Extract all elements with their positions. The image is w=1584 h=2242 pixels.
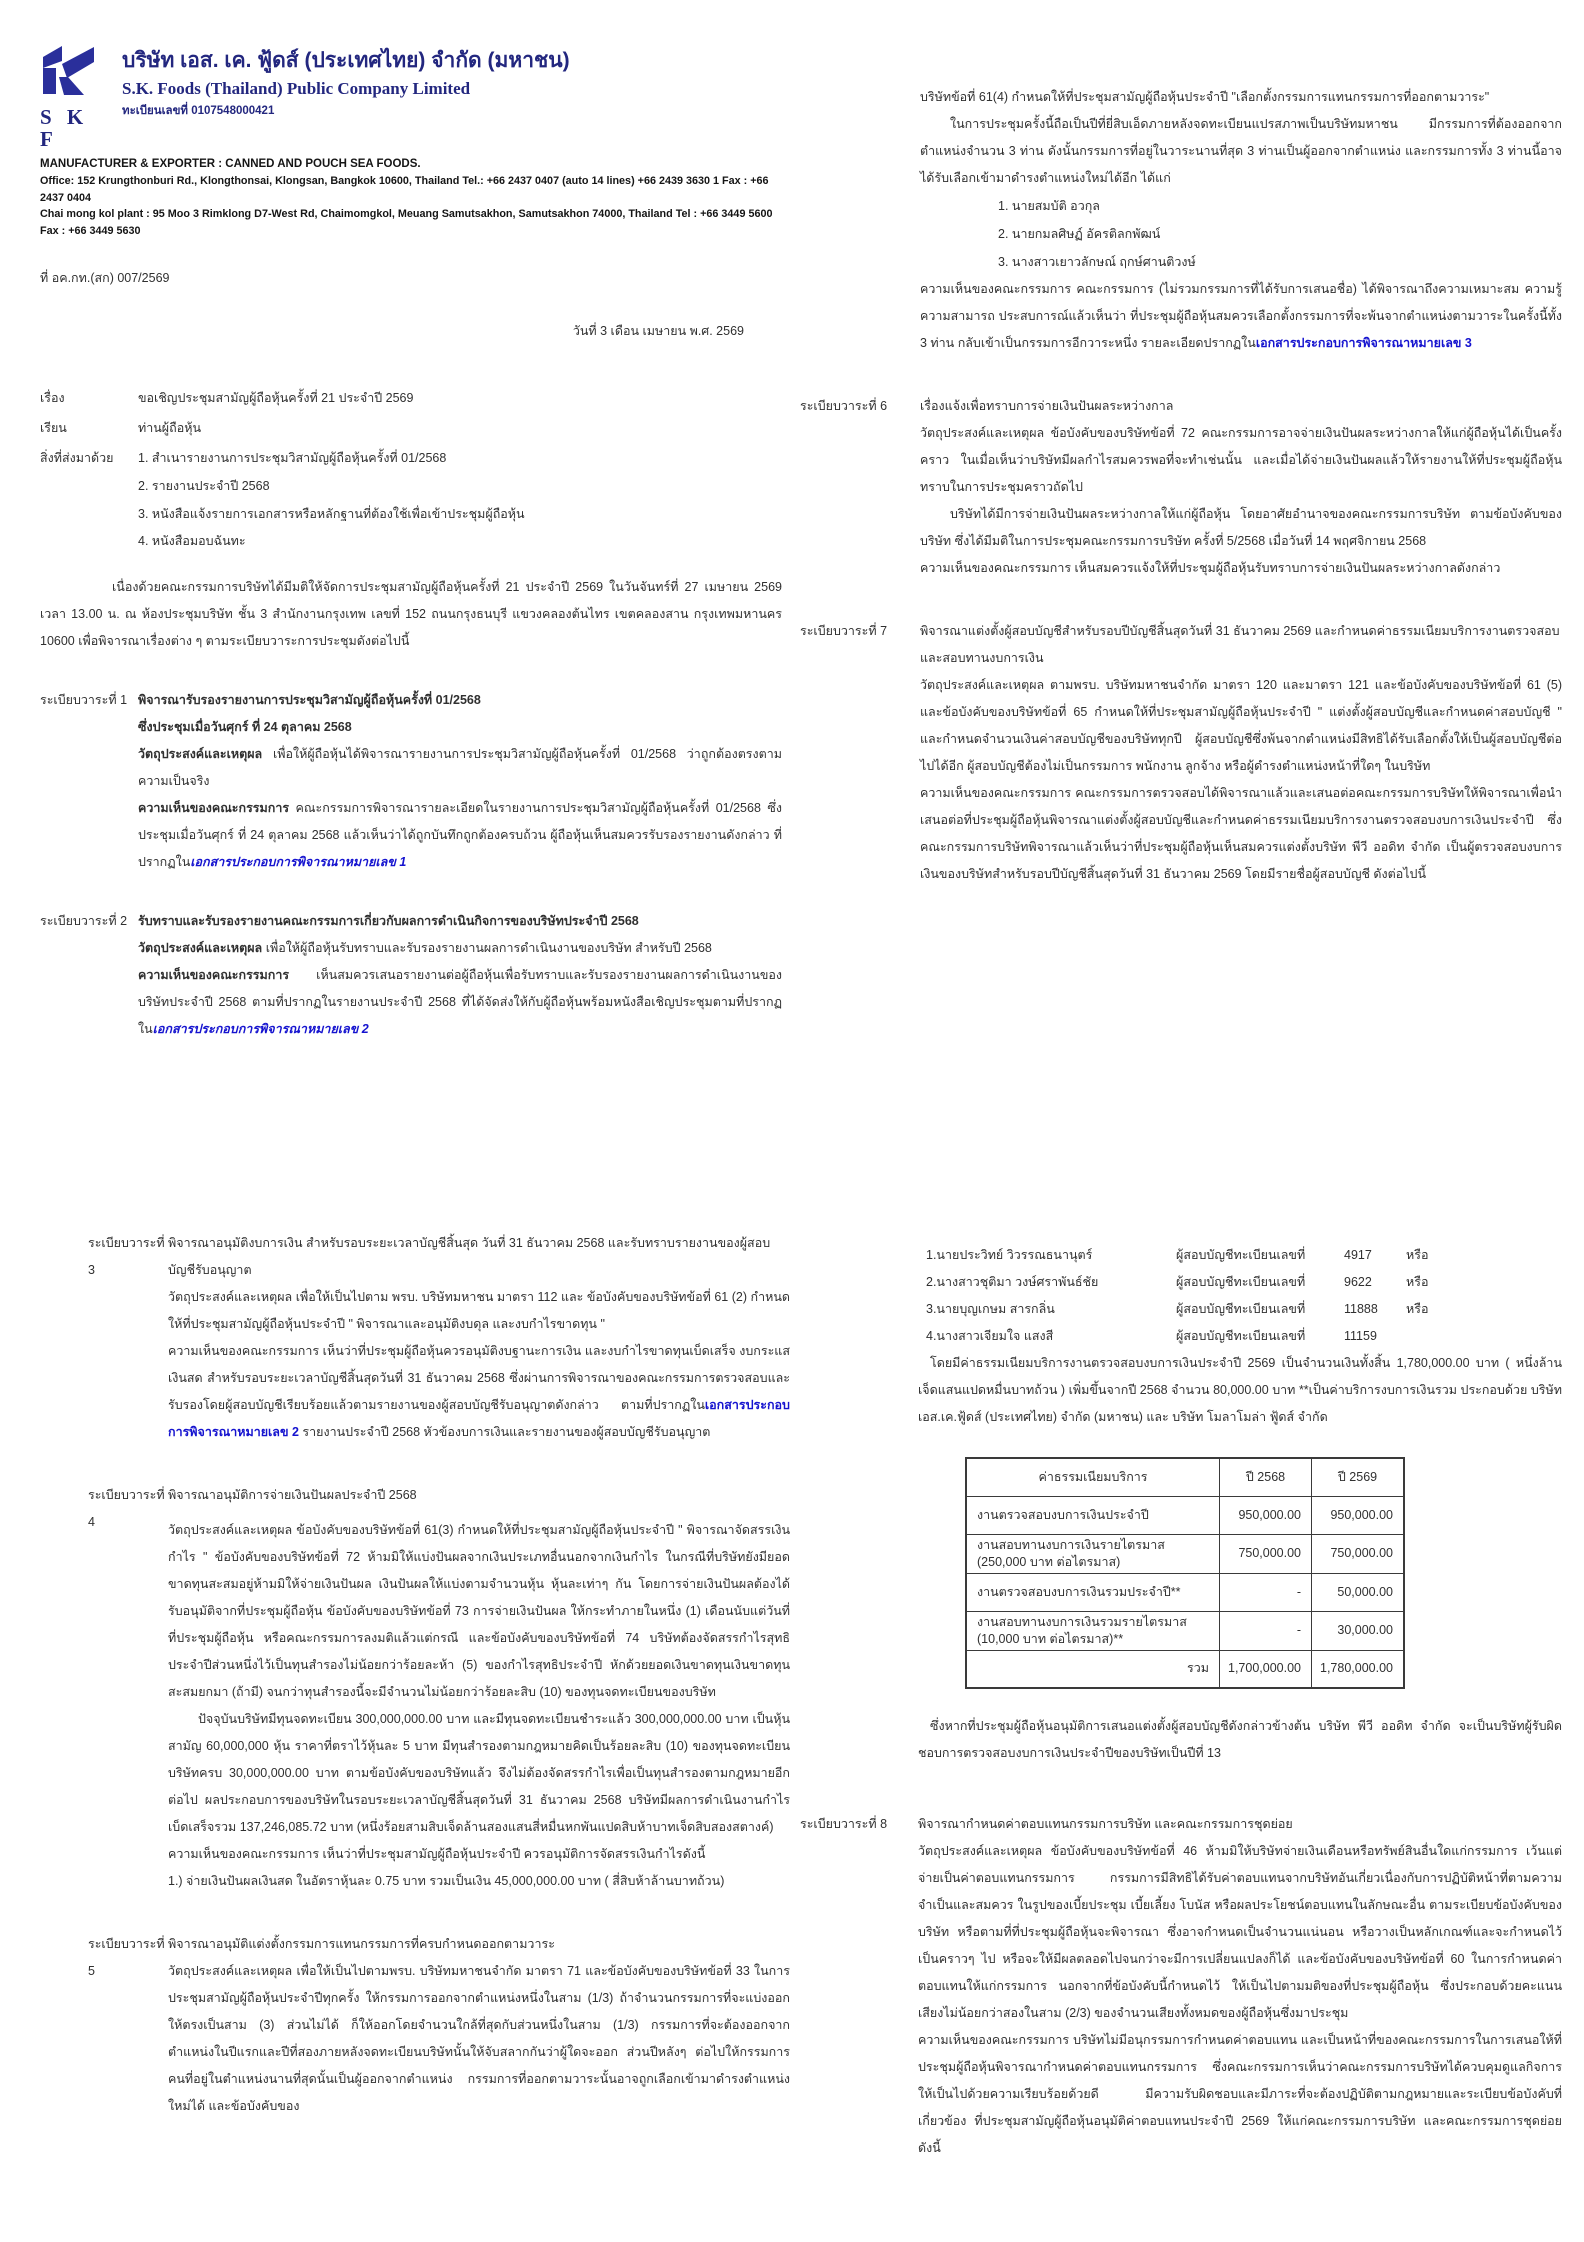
attachments-label: สิ่งที่ส่งมาด้วย [40,451,114,465]
auditor-row [926,1242,1562,1269]
agenda-title: ซึ่งประชุมเมื่อวันศุกร์ ที่ 24 ตุลาคม 2568 [138,719,352,734]
table-row [966,1611,1404,1650]
table-header-row [966,1458,1404,1496]
fee-2568: - [1220,1611,1312,1650]
table-row [966,1534,1404,1573]
agenda-purpose: วัตถุประสงค์และเหตุผล ข้อบังคับของบริษัทข้อที่ 72 คณะกรรมการอาจจ่ายเงินปันผลระหว่างกาลให้แก่ผู้ถือหุ้นได้เป็นครั้งคราว ในเมื่อเห็นว่าบริษัทมีผลกำไรสมควรพอที่จะทำเช่นนั้น และเมื่อได้จ่ายเงินปันผลแล้วให้รายงานให้ที่ประชุมผู้ถือหุ้นทราบในการประชุมคราวถัดไป [920,426,1562,494]
agenda-label-spacer [800,84,920,357]
agenda-purpose: วัตถุประสงค์และเหตุผล เพื่อให้เป็นไปตามพรบ. บริษัทมหาชนจำกัด มาตรา 71 และข้อบังคับของบริษัทข้อที่ 33 ในการประชุมสามัญผู้ถือหุ้นประจำปีทุกครั้ง ให้กรรมการออกจากตำแหน่งหนึ่งในสาม (1/3) ถ้าจำนวนกรรมการที่จะแบ่งออกให้ตรงเป็นสาม (3) ส่วนไม่ได้ ก็ให้ออกโดยจำนวนใกล้ที่สุดกับส่วนหนึ่งในสาม (1/3) กรรมการที่จะต้องออกจากตำแหน่งในปีแรกและปีที่สองภายหลังจดทะเบียนบริษัทนั้นให้จับสลากกันว่าผู้ใดจะออก ส่วนปีหลังๆ ต่อไปให้กรรมการคนที่อยู่ในตำแหน่งนานที่สุดนั้นเป็นผู้ออกจากตำแหน่ง กรรมการที่ออกตามวาระนั้นอาจถูกเลือกเข้ามาดำรงตำแหน่งใหม่ได้ และข้อบังคับของ [168,1964,790,2113]
auditor-license-label: ผู้สอบบัญชีทะเบียนเลขที่ [1176,1275,1306,1289]
agenda-label: ระเบียบวาระที่ 4 [88,1488,165,1529]
agenda-purpose: วัตถุประสงค์และเหตุผล ตามพรบ. บริษัทมหาชนจำกัด มาตรา 120 และมาตรา 121 และข้อบังคับของบริษัทข้อที่ 61 (5) และข้อบังคับของบริษัทข้อที่ 65 กำหนดให้ที่ประชุมสามัญผู้ถือหุ้นประจำปี " แต่งตั้งผู้สอบบัญชีและกำหนดค่าสอบบัญชี " และกำหนดจำนวนเงินค่าสอบบัญชีของบริษัททุกปี ผู้สอบบัญชีซึ่งพ้นจากตำแหน่งมีสิทธิได้รับเลือกตั้งให้เป็นผู้สอบบัญชีต่อไปได้อีก ผู้สอบบัญชีต้องไม่เป็นกรรมการ พนักงาน ลูกจ้าง หรือผู้ดำรงตำแหน่งหน้าที่ใดๆ ในบริษัท [920,678,1562,773]
auditor-name: 3.นายบุญเกษม สารกลิ่น [926,1302,1055,1316]
agenda-label: ระเบียบวาระที่ 1 [40,692,128,707]
skf-logo-icon [40,44,96,96]
agenda-body [920,393,1562,582]
table-row [966,1573,1404,1611]
total-2569: 1,780,000.00 [1312,1650,1405,1688]
agenda-label: ระเบียบวาระที่ 2 [40,913,128,928]
agenda-purpose: วัตถุประสงค์และเหตุผล เพื่อให้ผู้ถือหุ้นได้พิจารณารายงานการประชุมวิสามัญผู้ถือหุ้นครั้งที่ 01/2568 ว่าถูกต้องตรงตามความเป็นจริง [138,746,783,788]
auditor-or: หรือ [1406,1248,1429,1262]
subject-text: ขอเชิญประชุมสามัญผู้ถือหุ้นครั้งที่ 21 ประจำปี 2569 [138,391,414,405]
fee-item: งานสอบทานงบการเงินรายไตรมาส (250,000 บาท ต่อไตรมาส) [966,1534,1220,1573]
agenda-5-continuation [800,84,1562,357]
auditor-row [926,1269,1562,1296]
agenda-body [138,687,782,876]
agenda-title: รับทราบและรับรองรายงานคณะกรรมการเกี่ยวกับผลการดำเนินกิจการของบริษัทประจำปี 2568 [138,913,639,928]
intro-paragraph: เนื่องด้วยคณะกรรมการบริษัทได้มีมติให้จัดการประชุมสามัญผู้ถือหุ้นครั้งที่ 21 ประจำปี 2569 ในวันจันทร์ที่ 27 เมษายน 2569 เวลา 13.00 น. ณ ห้องประชุมบริษัท ชั้น 3 สำนักงานกรุงเทพ เลขที่ 152 ถนนกรุงธนบุรี แขวงคลองต้นไทร เขตคลองสาน กรุงเทพมหานคร 10600 เพื่อพิจารณาเรื่องต่าง ๆ ตามระเบียบวาระการประชุมดังต่อไปนี้ [40,579,782,648]
director-item: 3. นางสาวเยาวลักษณ์ ฤกษ์ศานติวงษ์ [998,255,1196,269]
auditor-appointment-note: ซึ่งหากที่ประชุมผู้ถือหุ้นอนุมัติการเสนอแต่งตั้งผู้สอบบัญชีดังกล่าวข้างต้น บริษัท พีวี ออดิท จำกัด จะเป็นบริษัทผู้รับผิดชอบการตรวจสอบงบการเงินประจำปีของบริษัทเป็นปีที่ 13 [918,1719,1562,1760]
agenda-title: พิจารณารับรองรายงานการประชุมวิสามัญผู้ถือหุ้นครั้งที่ 01/2568 [138,692,481,707]
continuation-paragraph: ในการประชุมครั้งนี้ถือเป็นปีที่ยี่สิบเอ็ดภายหลังจดทะเบียนแปรสภาพเป็นบริษัทมหาชน มีกรรมการที่ต้องออกจากตำแหน่งจำนวน 3 ท่าน ดังนั้นกรรมการที่อยู่ในวาระนานที่สุด 3 ท่านเป็นผู้ออกจากตำแหน่ง และกรรมการทั้ง 3 ท่านนี้อาจได้รับเลือกเข้ามาดำรงตำแหน่งใหม่ได้อีก ได้แก่ [920,117,1562,185]
auditor-license-number: 9622 [1344,1275,1372,1289]
total-2568: 1,700,000.00 [1220,1650,1312,1688]
agenda-body [920,84,1562,357]
agenda-paragraph: ปัจจุบันบริษัทมีทุนจดทะเบียน 300,000,000.00 บาท และมีทุนจดทะเบียนชำระแล้ว 300,000,000.00 บาท เป็นหุ้นสามัญ 60,000,000 หุ้น ราคาที่ตราไว้หุ้นละ 5 บาท มีทุนสำรองตามกฎหมายคิดเป็นร้อยละสิบ (10) ของทุนจดทะเบียนบริษัทครบ 30,000,000.00 บาท ตามข้อบังคับของบริษัทแล้ว จึงไม่ต้องจัดสรรกำไรเพื่อเป็นทุนสำรองตามกฎหมายอีกต่อไป ผลประกอบการของบริษัทในรอบระยะเวลาบัญชีสิ้นสุดวันที่ 31 ธันวาคม 2568 บริษัทมีผลการดำเนินงานกำไรเบ็ดเสร็จรวม 137,246,085.72 บาท (หนึ่งร้อยสามสิบเจ็ดล้านสองแสนสี่หมื่นหกพันแปดสิบห้าบาทเจ็ดสิบสองสตางค์) [168,1712,790,1834]
auditor-or: หรือ [1406,1275,1429,1289]
auditor-license-number: 4917 [1344,1248,1372,1262]
agenda-title: พิจารณาอนุมัติงบการเงิน สำหรับรอบระยะเวลาบัญชีสิ้นสุด วันที่ 31 ธันวาคม 2568 และรับทราบรายงานของผู้สอบบัญชีรับอนุญาต [168,1236,771,1277]
letterhead [40,44,782,150]
fee-item: งานสอบทานงบการเงินรวมรายไตรมาส (10,000 บาท ต่อไตรมาส)** [966,1611,1220,1650]
subject-label: เรื่อง [40,391,65,405]
fee-2568: - [1220,1573,1312,1611]
letter-meta [40,383,782,556]
audit-fee-table [965,1457,1405,1689]
attachment-item: 4. หนังสือมอบฉันทะ [138,534,246,548]
director-item: 1. นายสมบัติ อวกุล [998,199,1100,213]
agenda-item-6 [800,393,1562,582]
manufacturer-line: MANUFACTURER & EXPORTER : CANNED AND POUCH SEA FOODS. [40,158,421,170]
agenda-item-5 [88,1931,790,2120]
reference-number: ที่ อค.กท.(สก) 007/2569 [40,271,170,285]
auditor-or: หรือ [1406,1302,1429,1316]
recipient-row [40,413,782,443]
agenda-body [138,908,782,1043]
agenda-label: ระเบียบวาระที่ 3 [88,1236,165,1277]
agenda-title: พิจารณาอนุมัติการจ่ายเงินปันผลประจำปี 2568 [168,1488,417,1502]
fee-column-header: ค่าธรรมเนียมบริการ [966,1458,1220,1496]
subject-row [40,383,782,413]
fee-2568: 950,000.00 [1220,1496,1312,1534]
total-label: รวม [966,1650,1220,1688]
auditor-name: 1.นายประวิทย์ วิวรรณธนานุตร์ [926,1248,1093,1262]
director-list [998,192,1562,276]
agenda-purpose: วัตถุประสงค์และเหตุผล ข้อบังคับของบริษัทข้อที่ 46 ห้ามมิให้บริษัทจ่ายเงินเดือนหรือทรัพย์สินอื่นใดแก่กรรมการ เว้นแต่จ่ายเป็นค่าตอบแทนกรรมการ กรรมการมีสิทธิได้รับค่าตอบแทนจากบริษัทอันเกี่ยวเนื่องกับการปฏิบัติหน้าที่ตามความจำเป็นและสมควร ในรูปของเบี้ยประชุม เบี้ยเลี้ยง โบนัส หรือผลประโยชน์ตอบแทนในลักษณะอื่น ตามระเบียบข้อบังคับของบริษัท หรือตามที่ที่ประชุมผู้ถือหุ้นจะพิจารณา ซึ่งอาจกำหนดเป็นจำนวนแน่นอน หรือวางเป็นหลักเกณฑ์และจะกำหนดไว้เป็นคราวๆ ไป หรือจะให้มีผลตลอดไปจนกว่าจะมีการเปลี่ยนแปลงก็ได้ และข้อบังคับของบริษัทข้อที่ 60 ในการกำหนดค่าตอบแทนให้แก่กรรมการ นอกจากที่ข้อบังคับนี้กำหนดไว้ ให้เป็นไปตามมติของที่ประชุมผู้ถือหุ้น ซึ่งประกอบด้วยคะแนนเสียงไม่น้อยกว่าสองในสาม (2/3) ของจำนวนเสียงทั้งหมดของผู้ถือหุ้นซึ่งมาประชุม [918,1844,1562,2020]
page-2 [800,84,1562,888]
agenda-title: พิจารณาอนุมัติแต่งตั้งกรรมการแทนกรรมการที่ครบกำหนดออกตามวาระ [168,1937,555,1951]
page-1 [40,44,782,1043]
agenda-opinion: ความเห็นของคณะกรรมการ บริษัทไม่มีอนุกรรมการกำหนดค่าตอบแทน และเป็นหน้าที่ของคณะกรรมการในการเสนอให้ที่ประชุมผู้ถือหุ้นพิจารณากำหนดค่าตอบแทนกรรมการ ซึ่งคณะกรรมการเห็นว่าคณะกรรมการบริษัทได้ควบคุมดูแลกิจการให้เป็นไปด้วยความเรียบร้อยด้วยดี มีความรับผิดชอบและมีภาระที่จะต้องปฏิบัติตามกฎหมายและระเบียบข้อบังคับที่เกี่ยวข้อง ที่ประชุมสามัญผู้ถือหุ้นอนุมัติค่าตอบแทนประจำปี 2569 ให้แก่คณะกรรมการบริษัท และคณะกรรมการชุดย่อย ดังนี้ [918,2033,1562,2155]
director-item: 2. นายกมลศิษฏ์ อัครติลกพัฒน์ [998,227,1161,241]
auditor-license-label: ผู้สอบบัญชีทะเบียนเลขที่ [1176,1248,1306,1262]
agenda-label: ระเบียบวาระที่ 7 [800,624,888,638]
table-row [966,1496,1404,1534]
attachments-row [40,443,782,473]
agenda-body [168,1230,790,1446]
auditor-name: 2.นางสาวชุติมา วงษ์ศราพันธ์ชัย [926,1275,1099,1289]
audit-fee-paragraph: โดยมีค่าธรรมเนียมบริการงานตรวจสอบงบการเงินประจำปี 2569 เป็นจำนวนเงินทั้งสิ้น 1,780,000.00 บาท ( หนึ่งล้านเจ็ดแสนแปดหมื่นบาทถ้วน ) เพิ่มขึ้นจากปี 2568 จำนวน 80,000.00 บาท **เป็นค่าบริการงบการเงินรวม ประกอบด้วย บริษัท เอส.เค.ฟู้ดส์ (ประเทศไทย) จำกัด (มหาชน) และ บริษัท โมลาโมล่า ฟู้ดส์ จำกัด [918,1356,1562,1424]
attachment-item: 2. รายงานประจำปี 2568 [138,479,270,493]
agenda-body [168,1931,790,2120]
agenda-purpose: วัตถุประสงค์และเหตุผล ข้อบังคับของบริษัทข้อที่ 61(3) กำหนดให้ที่ประชุมสามัญผู้ถือหุ้นประจำปี " พิจารณาจัดสรรเงินกำไร " ข้อบังคับของบริษัทข้อที่ 72 ห้ามมิให้แบ่งปันผลจากเงินประเภทอื่นนอกจากเงินกำไร ในกรณีที่บริษัทยังมียอดขาดทุนสะสมอยู่ห้ามมิให้จ่ายเงินปันผล เงินปันผลให้แบ่งตามจำนวนหุ้น หุ้นละเท่าๆ กัน โดยการจ่ายเงินปันผลต้องได้รับอนุมัติจากที่ประชุมผู้ถือหุ้น ข้อบังคับของบริษัทข้อที่ 73 การจ่ายเงินปันผล ให้กระทำภายในหนึ่ง (1) เดือนนับแต่วันที่ที่ประชุมผู้ถือหุ้น หรือคณะกรรมการลงมติแล้วแต่กรณี และข้อบังคับของบริษัทข้อที่ 74 บริษัทต้องจัดสรรกำไรสุทธิประจำปีส่วนหนึ่งไว้เป็นทุนสำรองไม่น้อยกว่าร้อยละห้า (5) ของกำไรสุทธิประจำปี หักด้วยยอดเงินขาดทุนเงินขาดทุนสะสมยกมา (ถ้ามี) จนกว่าทุนสำรองนี้จะมีจำนวนไม่น้อยกว่าร้อยละสิบ (10) ของทุนจดทะเบียนของบริษัท [168,1523,790,1699]
agenda-body [918,1811,1562,2162]
auditor-license-number: 11159 [1344,1329,1377,1343]
auditor-license-label: ผู้สอบบัญชีทะเบียนเลขที่ [1176,1329,1306,1343]
agenda-item-7 [800,618,1562,888]
agenda-label: ระเบียบวาระที่ 8 [800,1817,888,1831]
fee-item: งานตรวจสอบงบการเงินรวมประจำปี** [966,1573,1220,1611]
auditor-license-number: 11888 [1344,1302,1378,1316]
auditor-license-label: ผู้สอบบัญชีทะเบียนเลขที่ [1176,1302,1306,1316]
agenda-opinion: ความเห็นของคณะกรรมการ เห็นว่าที่ประชุมผู้ถือหุ้นควรอนุมัติงบฐานะการเงิน และงบกำไรขาดทุนเบ็ดเสร็จ งบกระแสเงินสด สำหรับรอบระยะเวลาบัญชีสิ้นสุดวันที่ 31 ธันวาคม 2568 ซึ่งผ่านการพิจารณาของคณะกรรมการตรวจสอบและรับรองโดยผู้สอบบัญชีเรียบร้อยแล้วตามรายงานของผู้สอบบัญชีรับอนุญาตดังกล่าว ตามที่ปรากฏในเอกสารประกอบการพิจารณาหมายเลข 2 รายงานประจำปี 2568 หัวข้องบการเงินและรายงานของผู้สอบบัญชีรับอนุญาต [168,1344,790,1439]
agenda-opinion: ความเห็นของคณะกรรมการ เห็นสมควรเสนอรายงานต่อผู้ถือหุ้นเพื่อรับทราบและรับรองรายงานผลการดำเนินงานของบริษัทประจำปี 2568 ตามที่ปรากฏในรายงานประจำปี 2568 ที่ได้จัดส่งให้กับผู้ถือหุ้นพร้อมหนังสือเชิญประชุมตามที่ปรากฏในเอกสารประกอบการพิจารณาหมายเลข 2 [138,967,782,1036]
registration-number: ทะเบียนเลขที่ 0107548000421 [122,105,275,117]
agenda-opinion: ความเห็นของคณะกรรมการ คณะกรรมการตรวจสอบได้พิจารณาแล้วและเสนอต่อคณะกรรมการบริษัทให้พิจารณาเพื่อนำเสนอต่อที่ประชุมผู้ถือหุ้นพิจารณาแต่งตั้งผู้สอบบัญชีและกำหนดค่าธรรมเนียมบริการงานตรวจสอบงบการเงินประจำปี ซึ่งคณะกรรมการบริษัทพิจารณาแล้วเห็นว่าที่ประชุมผู้ถือหุ้นเห็นสมควรแต่งตั้งบริษัท พีวี ออดิท จำกัด เป็นผู้ตรวจสอบงบการเงินของบริษัทสำหรับรอบปีบัญชีสิ้นสุดวันที่ 31 ธันวาคม 2569 โดยมีรายชื่อผู้สอบบัญชี ดังต่อไปนี้ [920,786,1562,881]
page-3 [88,1230,790,2120]
auditor-row [926,1296,1562,1323]
agenda-opinion: ความเห็นของคณะกรรมการ คณะกรรมการพิจารณารายละเอียดในรายงานการประชุมวิสามัญผู้ถือหุ้นครั้งที่ 01/2568 ซึ่งประชุมเมื่อวันศุกร์ ที่ 24 ตุลาคม 2568 แล้วเห็นว่าได้ถูกบันทึกถูกต้องครบถ้วน ผู้ถือหุ้นเห็นสมควรรับรองรายงานดังกล่าว ที่ปรากฏในเอกสารประกอบการพิจารณาหมายเลข 1 [138,800,782,869]
continuation-paragraph: บริษัทข้อที่ 61(4) กำหนดให้ที่ประชุมสามัญผู้ถือหุ้นประจำปี "เลือกตั้งกรรมการแทนกรรมการที่ออกตามวาระ" [920,90,1490,104]
agenda-item-3 [88,1230,790,1446]
attachment-item: 3. หนังสือแจ้งรายการเอกสารหรือหลักฐานที่ต้องใช้เพื่อเข้าประชุมผู้ถือหุ้น [138,506,525,521]
agenda-body [168,1482,790,1895]
agenda-item-1 [40,687,782,876]
fee-2569: 50,000.00 [1312,1573,1405,1611]
letter-date: วันที่ 3 เดือน เมษายน พ.ศ. 2569 [572,324,744,338]
company-logo [40,44,112,150]
attachment-item: 1. สำเนารายงานการประชุมวิสามัญผู้ถือหุ้นครั้งที่ 01/2568 [138,451,447,465]
agenda-title: พิจารณาแต่งตั้งผู้สอบบัญชีสำหรับรอบปีบัญชีสิ้นสุดวันที่ 31 ธันวาคม 2569 และกำหนดค่าธรรมเนียมบริการงานตรวจสอบและสอบทานงบการเงิน [920,624,1560,665]
agenda-opinion: ความเห็นของคณะกรรมการ คณะกรรมการ (ไม่รวมกรรมการที่ได้รับการเสนอชื่อ) ได้พิจารณาถึงความเหมาะสม ความรู้ ความสามารถ ประสบการณ์แล้วเห็นว่า ที่ประชุมผู้ถือหุ้นสมควรเลือกตั้งกรรมการที่จะพ้นจากตำแหน่งตามวาระในครั้งนี้ทั้ง 3 ท่าน กลับเข้าเป็นกรรมการอีกวาระหนึ่ง รายละเอียดปรากฏในเอกสารประกอบการพิจารณาหมายเลข 3 [920,282,1562,350]
fee-2568: 750,000.00 [1220,1534,1312,1573]
agenda-opinion: ความเห็นของคณะกรรมการ เห็นว่าที่ประชุมสามัญผู้ถือหุ้นประจำปี ควรอนุมัติการจัดสรรเงินกำไรดังนี้ [168,1847,706,1861]
agenda-item-2 [40,908,782,1043]
fee-2569: 30,000.00 [1312,1611,1405,1650]
logo-letters: S K F [40,105,89,151]
agenda-purpose: วัตถุประสงค์และเหตุผล เพื่อให้ผู้ถือหุ้นรับทราบและรับรองรายงานผลการดำเนินงานของบริษัท สำหรับปี 2568 [138,940,712,955]
recipient-text: ท่านผู้ถือหุ้น [138,421,201,435]
company-name-en: S.K. Foods (Thailand) Public Company Limited [122,79,471,98]
auditor-row [926,1323,1562,1350]
agenda-paragraph: บริษัทได้มีการจ่ายเงินปันผลระหว่างกาลให้แก่ผู้ถือหุ้น โดยอาศัยอำนาจของคณะกรรมการบริษัท ตามข้อบังคับของบริษัท ซึ่งได้มีมติในการประชุมคณะกรรมการบริษัท ครั้งที่ 5/2568 เมื่อวันที่ 14 พฤศจิกายน 2568 [920,507,1562,548]
fee-item: งานตรวจสอบงบการเงินประจำปี [966,1496,1220,1534]
company-names [122,44,570,121]
table-total-row [966,1650,1404,1688]
plant-address: Chai mong kol plant : 95 Moo 3 Rimklong D7-West Rd, Chaimomgkol, Meuang Samutsakhon, Samutsakhon 74000, Thailand Tel : +66 3449 5600 Fax : +66 3449 5630 [40,208,773,237]
auditor-name: 4.นางสาวเจียมใจ แสงสี [926,1329,1054,1343]
agenda-label: ระเบียบวาระที่ 5 [88,1937,165,1978]
agenda-opinion: ความเห็นของคณะกรรมการ เห็นสมควรแจ้งให้ที่ประชุมผู้ถือหุ้นรับทราบการจ่ายเงินปันผลระหว่างกาลดังกล่าว [920,561,1501,575]
dividend-item: 1.) จ่ายเงินปันผลเงินสด ในอัตราหุ้นละ 0.75 บาท รวมเป็นเงิน 45,000,000.00 บาท ( สี่สิบห้าล้านบาทถ้วน) [168,1874,725,1888]
year-2568-header: ปี 2568 [1220,1458,1312,1496]
agenda-title: เรื่องแจ้งเพื่อทราบการจ่ายเงินปันผลระหว่างกาล [920,399,1174,413]
fee-2569: 750,000.00 [1312,1534,1405,1573]
company-name-th: บริษัท เอส. เค. ฟู้ดส์ (ประเทศไทย) จำกัด (มหาชน) [122,49,570,72]
agenda-purpose: วัตถุประสงค์และเหตุผล เพื่อให้เป็นไปตาม พรบ. บริษัทมหาชน มาตรา 112 และ ข้อบังคับของบริษัทข้อที่ 61 (2) กำหนดให้ที่ประชุมสามัญผู้ถือหุ้นประจำปี " พิจารณาและอนุมัติงบดุล และงบกำไรขาดทุน " [168,1290,790,1331]
agenda-title: พิจารณากำหนดค่าตอบแทนกรรมการบริษัท และคณะกรรมการชุดย่อย [918,1817,1293,1831]
office-address: Office: 152 Krungthonburi Rd., Klongthonsai, Klongsan, Bangkok 10600, Thailand Tel.: +66 2437 0407 (auto 14 lines) +66 2439 3630 1 Fax : +66 2437 0404 [40,175,769,204]
page-4 [800,1242,1562,2162]
fee-2569: 950,000.00 [1312,1496,1405,1534]
agenda-item-4 [88,1482,790,1895]
recipient-label: เรียน [40,421,67,435]
auditor-list [926,1242,1562,1350]
agenda-label: ระเบียบวาระที่ 6 [800,399,888,413]
agenda-item-8 [800,1811,1562,2162]
agenda-body [920,618,1562,888]
year-2569-header: ปี 2569 [1312,1458,1405,1496]
